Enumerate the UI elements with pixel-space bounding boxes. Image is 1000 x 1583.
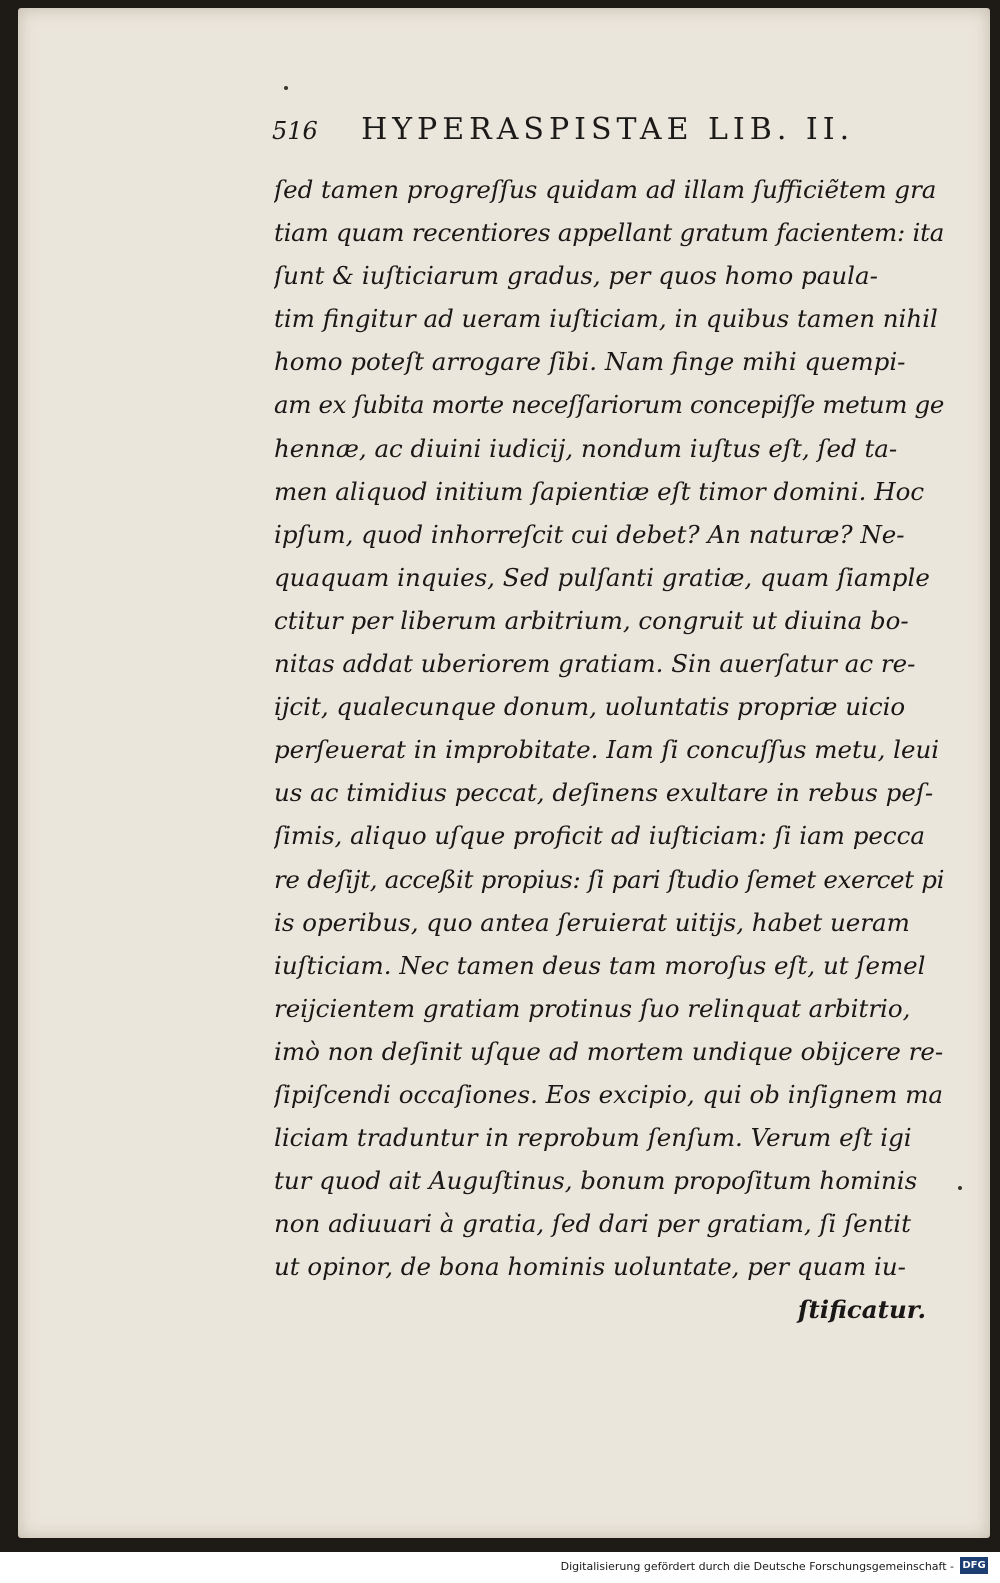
text-line: ctitur per liberum arbitrium, congruit ut diuina bo- bbox=[274, 605, 909, 635]
text-line: tim fingitur ad ueram iuſticiam, in quibus tamen nihil bbox=[274, 304, 938, 334]
text-line: ut opinor, de bona hominis uoluntate, per quam iu- bbox=[274, 1252, 906, 1282]
text-line: am ex ſubita morte neceſſariorum concepiſſe metum ge bbox=[274, 390, 944, 420]
funding-credit: Digitalisierung gefördert durch die Deutsche Forschungsgemeinschaft - bbox=[560, 1560, 954, 1573]
text-line: non adiuuari à gratia, ſed dari per gratiam, ſi ſentit bbox=[274, 1209, 911, 1239]
text-line: tur quod ait Auguſtinus, bonum propoſitum hominis bbox=[274, 1166, 918, 1196]
text-line: ſipiſcendi occaſiones. Eos excipio, qui ob inſignem ma bbox=[274, 1079, 944, 1109]
text-line: us ac timidius peccat, deſinens exultare in rebus peſ- bbox=[274, 778, 934, 808]
page-header bbox=[272, 112, 912, 147]
text-line: iuſticiam. Nec tamen deus tam moroſus eſt, ut ſemel bbox=[274, 950, 926, 980]
dfg-logo: DFG bbox=[960, 1557, 988, 1574]
text-line: re deſijt, acceßit propius: ſi pari ſtudio ſemet exercet pi bbox=[274, 864, 944, 894]
text-line: nitas addat uberiorem gratiam. Sin auerſatur ac re- bbox=[274, 649, 916, 679]
text-line: quaquam inquies, Sed pulſanti gratiæ, quam ſiample bbox=[274, 562, 930, 592]
text-line: homo poteſt arrogare ſibi. Nam finge mihi quempi- bbox=[274, 347, 906, 377]
body-text bbox=[274, 168, 944, 1332]
text-line: ſed tamen progreſſus quidam ad illam ſufficiẽtem gra bbox=[274, 175, 937, 204]
ink-speck bbox=[284, 86, 288, 90]
running-title: HYPERASPISTAE LIB. II. bbox=[361, 112, 855, 147]
text-line: men aliquod initium ſapientiæ eſt timor domini. Hoc bbox=[274, 476, 925, 506]
text-line: perſeuerat in improbitate. Iam ſi concuſſus metu, leui bbox=[274, 735, 940, 765]
ink-speck bbox=[958, 1186, 962, 1190]
text-line: tiam quam recentiores appellant gratum facientem: ita bbox=[274, 218, 944, 248]
text-line: hennæ, ac diuini iudicij, nondum iuſtus eſt, ſed ta- bbox=[274, 433, 898, 463]
page-number: 516 bbox=[272, 117, 318, 145]
text-line: ſunt & iuſticiarum gradus, per quos homo paula- bbox=[274, 261, 878, 291]
text-line: imò non deſinit uſque ad mortem undique obijcere re- bbox=[274, 1036, 944, 1066]
text-line: ipſum, quod inhorreſcit cui debet? An naturæ? Ne- bbox=[274, 519, 905, 549]
text-line: ijcit, qualecunque donum, uoluntatis propriæ uicio bbox=[274, 692, 906, 722]
text-line: liciam traduntur in reprobum ſenſum. Verum eſt igi bbox=[274, 1123, 912, 1153]
text-line: ſimis, aliquo uſque proficit ad iuſticiam: ſi iam pecca bbox=[274, 821, 925, 851]
text-line: is operibus, quo antea ſeruierat uitijs, habet ueram bbox=[274, 907, 910, 937]
text-line: reijcientem gratiam protinus ſuo relinquat arbitrio, bbox=[274, 993, 911, 1023]
text-line-catchword: ſtificatur. bbox=[797, 1295, 926, 1325]
